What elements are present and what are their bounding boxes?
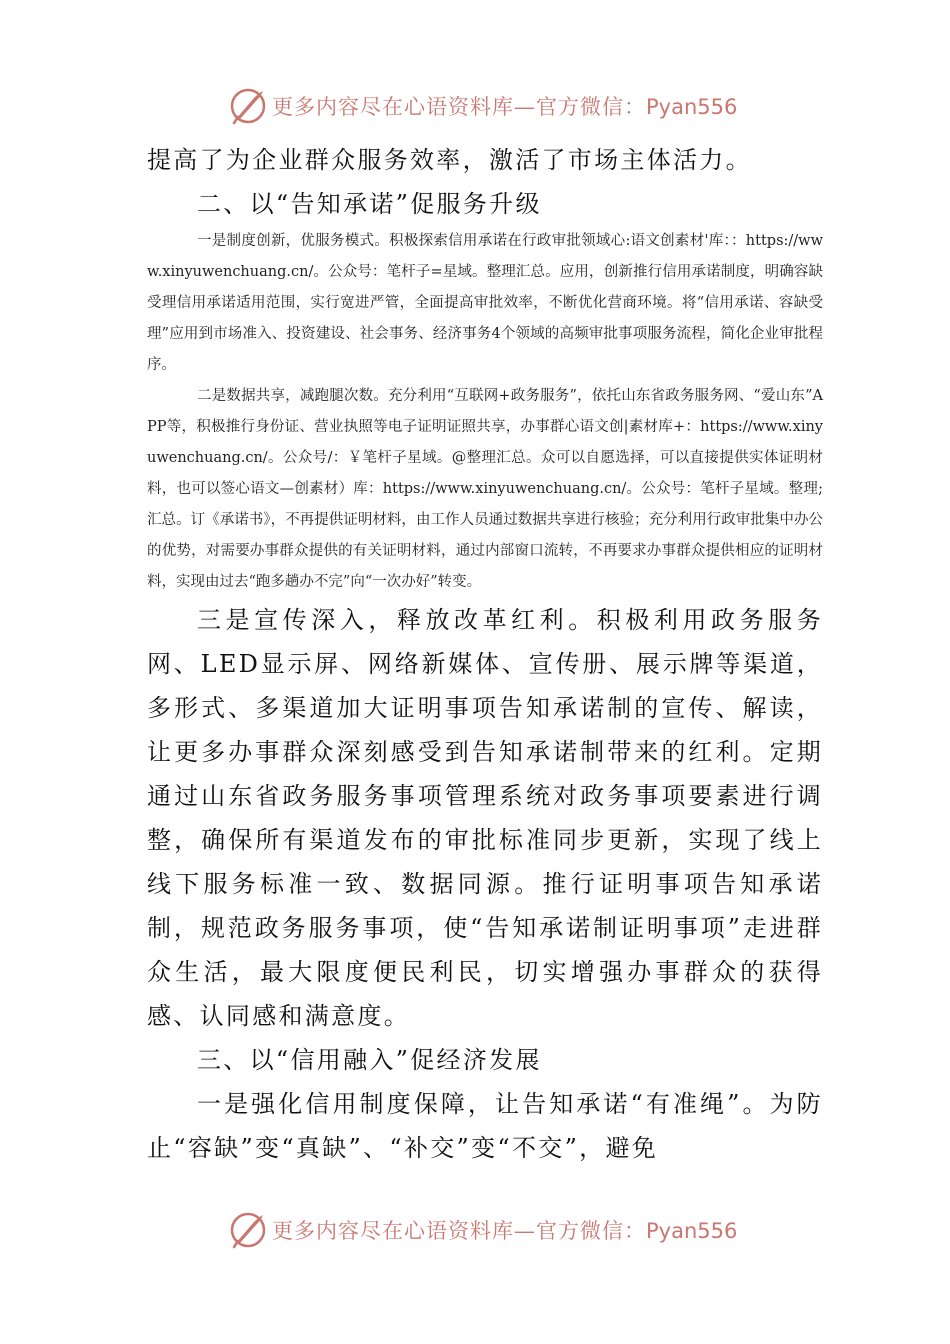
section-heading-3: 三、以“信用融入”促经济发展	[197, 1046, 542, 1074]
paragraph-data-sharing: 二是数据共享，减跑腿次数。充分利用“互联网+政务服务”，依托山东省政务服务网、“爱山东”APP等，积极推行身份证、营业执照等电子证明证照共享，办事群心语文创|素材库+：https://www.xinyuwenchuang.cn/。公众号/：￥笔杆子星域。@整理汇总。众可以自愿选择，可以直接提供实体证明材料，也可以签心语文—创素材）库：https://www.xinyuwenchuang.cn/。公众号：笔杆子星域。整理;汇总。订《承诺书》，不再提供证明材料，由工作人员通过数据共享进行核验；充分利用行政审批集中办公的优势，对需要办事群众提供的有关证明材料，通过内部窗口流转，不再要求办事群众提供相应的证明材料，实现由过去“跑多趟办不完”向“一次办好”转变。	[147, 388, 823, 590]
banner-text	[272, 91, 737, 121]
banner-text-cn: 更多内容尽在心语资料库—官方微信：	[272, 1219, 646, 1243]
paragraph-credit-system: 一是强化信用制度保障，让告知承诺“有准绳”。为防止“容缺”变“真缺”、“补交”变“不交”，避免	[147, 1090, 823, 1162]
quill-pen-icon	[228, 86, 268, 126]
banner-wechat-id: Pyan556	[646, 1219, 738, 1243]
paragraph-continuation: 提高了为企业群众服务效率，激活了市场主体活力。	[147, 146, 752, 174]
quill-pen-icon	[228, 1210, 268, 1250]
footer-banner	[228, 1208, 737, 1252]
paragraph-institution-innovation: 一是制度创新，优服务模式。积极探索信用承诺在行政审批领域心:语文创素材'库：：https://www.xinyuwenchuang.cn/。公众号：笔杆子=星域。整理汇总。应用，创新推行信用承诺制度，明确容缺受理信用承诺适用范围，实行宽进严管，全面提高审批效率，不断优化营商环境。将“信用承诺、容缺受理”应用到市场准入、投资建设、社会事务、经济事务4个领域的高频审批事项服务流程，简化企业审批程序。	[147, 233, 823, 373]
header-banner	[228, 84, 737, 128]
paragraph-publicity: 三是宣传深入，释放改革红利。积极利用政务服务网、LED显示屏、网络新媒体、宣传册、展示牌等渠道，多形式、多渠道加大证明事项告知承诺制的宣传、解读，让更多办事群众深刻感受到告知承诺制带来的红利。定期通过山东省政务服务事项管理系统对政务事项要素进行调整，确保所有渠道发布的审批标准同步更新，实现了线上线下服务标准一致、数据同源。推行证明事项告知承诺制，规范政务服务事项，使“告知承诺制证明事项”走进群众生活，最大限度便民利民，切实增强办事群众的获得感、认同感和满意度。	[147, 606, 823, 1030]
section-heading-2: 二、以“告知承诺”促服务升级	[197, 190, 542, 218]
banner-text	[272, 1215, 737, 1245]
banner-wechat-id: Pyan556	[646, 95, 738, 119]
banner-text-cn: 更多内容尽在心语资料库—官方微信：	[272, 95, 646, 119]
document-body	[147, 138, 823, 1170]
